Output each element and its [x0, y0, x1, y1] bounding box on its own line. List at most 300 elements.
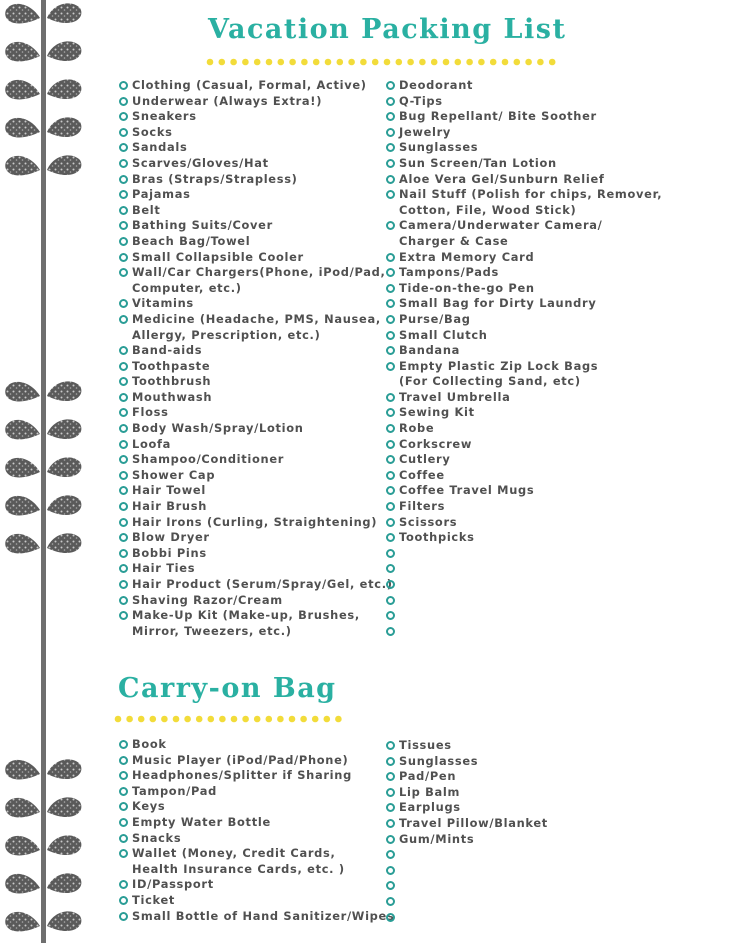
divider-dot	[525, 59, 532, 66]
checklist-item[interactable]	[386, 832, 548, 848]
checklist-item[interactable]	[386, 769, 548, 785]
checklist-item-label: Sunglasses	[399, 753, 479, 768]
circle-outline-icon[interactable]	[386, 850, 395, 859]
circle-outline-icon[interactable]	[386, 424, 395, 433]
leaf-icon	[47, 835, 81, 855]
checklist-item-label: Robe	[399, 421, 435, 436]
checklist-item[interactable]	[119, 737, 394, 753]
checklist-item[interactable]	[119, 156, 393, 172]
checklist-item-label: Socks	[132, 124, 173, 139]
leaf-icon	[47, 381, 81, 401]
checklist-item[interactable]	[386, 483, 662, 499]
circle-outline-icon[interactable]	[386, 549, 395, 558]
circle-outline-icon[interactable]	[119, 564, 128, 573]
checklist-item[interactable]	[386, 910, 548, 926]
checklist-item-label: Body Wash/Spray/Lotion	[132, 421, 304, 436]
checklist-item-label: Snacks	[132, 830, 182, 845]
circle-outline-icon[interactable]	[119, 596, 128, 605]
checklist-item[interactable]	[119, 140, 393, 156]
leaf-icon	[5, 912, 40, 932]
checklist-item[interactable]	[119, 296, 393, 312]
checklist-item-label: Blow Dryer	[132, 530, 210, 545]
checklist-item[interactable]	[386, 140, 662, 156]
circle-outline-icon[interactable]	[119, 834, 128, 843]
checklist-item[interactable]	[119, 468, 393, 484]
circle-outline-icon[interactable]	[119, 315, 128, 324]
leaf-icon	[5, 4, 40, 24]
checklist-item[interactable]	[119, 437, 393, 453]
circle-outline-icon[interactable]	[386, 315, 395, 324]
circle-outline-icon[interactable]	[119, 740, 128, 749]
checklist-item[interactable]	[119, 374, 393, 390]
checklist-item[interactable]	[119, 799, 394, 815]
checklist-item[interactable]	[119, 452, 393, 468]
circle-outline-icon[interactable]	[119, 128, 128, 137]
checklist-item[interactable]	[119, 753, 394, 769]
circle-outline-icon[interactable]	[386, 835, 395, 844]
checklist-item[interactable]	[119, 877, 394, 893]
circle-outline-icon[interactable]	[386, 455, 395, 464]
checklist-item[interactable]	[386, 125, 662, 141]
circle-outline-icon[interactable]	[119, 486, 128, 495]
circle-outline-icon[interactable]	[119, 912, 128, 921]
checklist-item-label: Toothpaste	[132, 358, 211, 373]
checklist-item[interactable]	[386, 343, 662, 359]
divider-dot	[335, 716, 342, 723]
checklist-item[interactable]	[386, 109, 662, 125]
leaf-icon	[47, 873, 81, 893]
circle-outline-icon[interactable]	[119, 471, 128, 480]
checklist-item[interactable]	[119, 312, 393, 343]
divider-dot	[242, 59, 249, 66]
circle-outline-icon[interactable]	[386, 596, 395, 605]
circle-outline-icon[interactable]	[386, 564, 395, 573]
circle-outline-icon[interactable]	[386, 299, 395, 308]
leaf-icon	[47, 797, 81, 817]
circle-outline-icon[interactable]	[386, 408, 395, 417]
circle-outline-icon[interactable]	[386, 159, 395, 168]
divider-dot	[150, 716, 157, 723]
checklist-item-label: Beach Bag/Towel	[132, 233, 251, 248]
circle-outline-icon[interactable]	[119, 849, 128, 858]
circle-outline-icon[interactable]	[119, 408, 128, 417]
divider-dot	[173, 716, 180, 723]
circle-outline-icon[interactable]	[386, 81, 395, 90]
checklist-item-label: Hair Irons (Curling, Straightening)	[132, 514, 378, 529]
circle-outline-icon[interactable]	[119, 253, 128, 262]
divider-dot	[396, 59, 403, 66]
checklist-item[interactable]	[119, 172, 393, 188]
divider-dot	[184, 716, 191, 723]
carry-on-dot-divider	[114, 714, 346, 724]
checklist-item[interactable]	[119, 846, 394, 877]
circle-outline-icon[interactable]	[386, 268, 395, 277]
checklist-item[interactable]	[119, 577, 393, 593]
checklist-item-label: Music Player (iPod/Pad/Phone)	[132, 752, 349, 767]
circle-outline-icon[interactable]	[119, 802, 128, 811]
checklist-item[interactable]	[386, 608, 662, 624]
divider-dot	[407, 59, 414, 66]
checklist-item[interactable]	[386, 296, 662, 312]
checklist-item-label: Deodorant	[399, 78, 474, 92]
checklist-item-label: Aloe Vera Gel/Sunburn Relief	[399, 171, 605, 186]
checklist-item[interactable]	[119, 893, 394, 909]
checklist-item[interactable]	[386, 265, 662, 281]
checklist-item-label: Sewing Kit	[399, 405, 475, 420]
checklist-item[interactable]	[386, 312, 662, 328]
leaf-icon	[47, 41, 81, 61]
circle-outline-icon[interactable]	[119, 393, 128, 402]
checklist-item-label: Pajamas	[132, 187, 191, 202]
circle-outline-icon[interactable]	[119, 237, 128, 246]
checklist-item-label: Lip Balm	[399, 784, 461, 799]
circle-outline-icon[interactable]	[386, 346, 395, 355]
circle-outline-icon[interactable]	[119, 159, 128, 168]
divider-dot	[266, 59, 273, 66]
circle-outline-icon[interactable]	[386, 913, 395, 922]
leaf-icon	[5, 496, 40, 516]
packing-list-right	[386, 78, 662, 639]
circle-outline-icon[interactable]	[386, 741, 395, 750]
divider-dot	[254, 59, 261, 66]
circle-outline-icon[interactable]	[386, 757, 395, 766]
checklist-item-label: Purse/Bag	[399, 311, 471, 326]
checklist-item-label: Ticket	[132, 892, 176, 907]
divider-dot	[161, 716, 168, 723]
checklist-item[interactable]	[386, 878, 548, 894]
checklist-item-label: Corkscrew	[399, 436, 473, 451]
checklist-item[interactable]	[386, 738, 548, 754]
checklist-item[interactable]	[386, 78, 662, 94]
circle-outline-icon[interactable]	[119, 787, 128, 796]
checklist-item[interactable]	[119, 405, 393, 421]
circle-outline-icon[interactable]	[119, 97, 128, 106]
checklist-item[interactable]	[386, 218, 662, 249]
circle-outline-icon[interactable]	[386, 897, 395, 906]
leaf-icon	[47, 911, 81, 931]
checklist-item-label: Camera/Underwater Camera/ Charger & Case	[399, 218, 603, 248]
checklist-item-label: Mouthwash	[132, 389, 213, 404]
circle-outline-icon[interactable]	[386, 362, 395, 371]
divider-dot	[490, 59, 497, 66]
circle-outline-icon[interactable]	[386, 331, 395, 340]
circle-outline-icon[interactable]	[386, 471, 395, 480]
checklist-item-label: Small Clutch	[399, 327, 488, 342]
checklist-item-label: Scarves/Gloves/Hat	[132, 155, 269, 170]
checklist-item-label: Pad/Pen	[399, 769, 457, 784]
checklist-item[interactable]	[386, 847, 548, 863]
checklist-item[interactable]	[386, 754, 548, 770]
circle-outline-icon[interactable]	[386, 803, 395, 812]
circle-outline-icon[interactable]	[386, 221, 395, 230]
divider-dot	[266, 716, 273, 723]
checklist-item[interactable]	[119, 125, 393, 141]
circle-outline-icon[interactable]	[386, 627, 395, 636]
circle-outline-icon[interactable]	[386, 175, 395, 184]
checklist-item[interactable]	[119, 483, 393, 499]
circle-outline-icon[interactable]	[119, 580, 128, 589]
circle-outline-icon[interactable]	[386, 440, 395, 449]
circle-outline-icon[interactable]	[119, 268, 128, 277]
checklist-item[interactable]	[119, 421, 393, 437]
checklist-item[interactable]	[119, 768, 394, 784]
circle-outline-icon[interactable]	[119, 818, 128, 827]
circle-outline-icon[interactable]	[386, 533, 395, 542]
checklist-item-label: Earplugs	[399, 800, 461, 815]
checklist-item-label: Make-Up Kit (Make-up, Brushes, Mirror, Tweezers, etc.)	[132, 608, 360, 638]
leaf-icon	[47, 457, 81, 477]
circle-outline-icon[interactable]	[119, 455, 128, 464]
divider-dot	[115, 716, 122, 723]
divider-dot	[455, 59, 462, 66]
divider-dot	[254, 716, 261, 723]
checklist-item[interactable]	[386, 437, 662, 453]
circle-outline-icon[interactable]	[119, 880, 128, 889]
checklist-item[interactable]	[386, 405, 662, 421]
divider-dot	[443, 59, 450, 66]
checklist-item[interactable]	[119, 78, 393, 94]
checklist-item[interactable]	[386, 328, 662, 344]
leaf-icon	[5, 836, 40, 856]
checklist-item[interactable]	[119, 546, 393, 562]
circle-outline-icon[interactable]	[119, 440, 128, 449]
circle-outline-icon[interactable]	[119, 81, 128, 90]
circle-outline-icon[interactable]	[386, 788, 395, 797]
checklist-item-label: Cutlery	[399, 452, 451, 467]
circle-outline-icon[interactable]	[119, 299, 128, 308]
leaf-icon	[5, 874, 40, 894]
checklist-item[interactable]	[386, 250, 662, 266]
checklist-item[interactable]	[119, 530, 393, 546]
checklist-item-label: Toothbrush	[132, 374, 212, 389]
checklist-item-label: Book	[132, 737, 167, 751]
checklist-item-label: Underwear (Always Extra!)	[132, 93, 323, 108]
checklist-item[interactable]	[119, 250, 393, 266]
checklist-item[interactable]	[119, 265, 393, 296]
checklist-item[interactable]	[386, 561, 662, 577]
checklist-item-label: Band-aids	[132, 343, 203, 358]
checklist-item[interactable]	[119, 187, 393, 203]
checklist-item-label: Toothpicks	[399, 530, 475, 545]
checklist-item-label: Travel Pillow/Blanket	[399, 815, 548, 830]
circle-outline-icon[interactable]	[386, 502, 395, 511]
circle-outline-icon[interactable]	[386, 393, 395, 402]
divider-dot	[384, 59, 391, 66]
divider-dot	[231, 716, 238, 723]
divider-dot	[325, 59, 332, 66]
circle-outline-icon[interactable]	[119, 206, 128, 215]
checklist-item[interactable]	[386, 172, 662, 188]
checklist-item[interactable]	[386, 515, 662, 531]
circle-outline-icon[interactable]	[119, 771, 128, 780]
circle-outline-icon[interactable]	[119, 424, 128, 433]
circle-outline-icon[interactable]	[386, 97, 395, 106]
checklist-item-label: Bug Repellant/ Bite Soother	[399, 109, 597, 124]
checklist-item[interactable]	[119, 831, 394, 847]
circle-outline-icon[interactable]	[386, 772, 395, 781]
checklist-item[interactable]	[119, 343, 393, 359]
circle-outline-icon[interactable]	[386, 190, 395, 199]
leaf-icon	[5, 382, 40, 402]
divider-dot	[289, 716, 296, 723]
circle-outline-icon[interactable]	[119, 112, 128, 121]
checklist-item-label: Bobbi Pins	[132, 545, 207, 560]
checklist-item[interactable]	[386, 390, 662, 406]
circle-outline-icon[interactable]	[119, 221, 128, 230]
checklist-item-label: Vitamins	[132, 296, 194, 311]
checklist-item-label: Hair Product (Serum/Spray/Gel, etc.)	[132, 577, 393, 591]
checklist-item[interactable]	[386, 499, 662, 515]
checklist-item[interactable]	[386, 546, 662, 562]
divider-dot	[549, 59, 556, 66]
checklist-item[interactable]	[386, 359, 662, 390]
checklist-item[interactable]	[386, 421, 662, 437]
checklist-item[interactable]	[119, 561, 393, 577]
checklist-item[interactable]	[386, 156, 662, 172]
divider-dot	[196, 716, 203, 723]
checklist-item[interactable]	[386, 624, 662, 640]
checklist-item-label: ID/Passport	[132, 877, 214, 892]
divider-dot	[348, 59, 355, 66]
checklist-item[interactable]	[119, 359, 393, 375]
circle-outline-icon[interactable]	[119, 377, 128, 386]
checklist-item[interactable]	[386, 468, 662, 484]
checklist-item-label: Filters	[399, 499, 446, 514]
checklist-item-label: Coffee	[399, 467, 445, 482]
divider-dot	[301, 59, 308, 66]
circle-outline-icon[interactable]	[119, 518, 128, 527]
checklist-item[interactable]	[119, 515, 393, 531]
checklist-item[interactable]	[119, 593, 393, 609]
circle-outline-icon[interactable]	[386, 143, 395, 152]
leaf-icon	[47, 117, 81, 137]
circle-outline-icon[interactable]	[386, 486, 395, 495]
checklist-item-label: Wall/Car Chargers(Phone, iPod/Pad, Computer, etc.)	[132, 265, 386, 295]
checklist-item-label: Headphones/Splitter if Sharing	[132, 768, 352, 783]
leaf-icon	[47, 419, 81, 439]
divider-dot	[207, 59, 214, 66]
circle-outline-icon[interactable]	[386, 128, 395, 137]
divider-dot	[466, 59, 473, 66]
checklist-item[interactable]	[119, 909, 394, 925]
divider-dot	[431, 59, 438, 66]
checklist-item[interactable]	[386, 816, 548, 832]
checklist-item[interactable]	[119, 234, 393, 250]
checklist-item[interactable]	[386, 94, 662, 110]
circle-outline-icon[interactable]	[386, 611, 395, 620]
circle-outline-icon[interactable]	[119, 756, 128, 765]
checklist-item-label: Tampons/Pads	[399, 265, 499, 280]
checklist-item-label: Sunglasses	[399, 140, 479, 155]
checklist-item[interactable]	[386, 530, 662, 546]
circle-outline-icon[interactable]	[119, 502, 128, 511]
circle-outline-icon[interactable]	[119, 346, 128, 355]
checklist-item-label: Bathing Suits/Cover	[132, 218, 273, 233]
checklist-item[interactable]	[119, 499, 393, 515]
checklist-item[interactable]	[119, 608, 393, 639]
leaf-icon	[5, 80, 40, 100]
checklist-item[interactable]	[386, 785, 548, 801]
circle-outline-icon[interactable]	[119, 611, 128, 620]
leaf-icon	[5, 156, 40, 176]
checklist-item-label: Floss	[132, 405, 169, 420]
checklist-item[interactable]	[119, 94, 393, 110]
circle-outline-icon[interactable]	[119, 190, 128, 199]
leaf-icon	[5, 420, 40, 440]
circle-outline-icon[interactable]	[386, 819, 395, 828]
circle-outline-icon[interactable]	[119, 533, 128, 542]
divider-dot	[230, 59, 237, 66]
checklist-item[interactable]	[119, 390, 393, 406]
leaf-icon	[47, 495, 81, 515]
checklist-item[interactable]	[119, 784, 394, 800]
leaf-icon	[5, 760, 40, 780]
checklist-item-label: Clothing (Casual, Formal, Active)	[132, 78, 367, 92]
checklist-item-label: Coffee Travel Mugs	[399, 483, 535, 498]
circle-outline-icon[interactable]	[119, 896, 128, 905]
checklist-item[interactable]	[386, 577, 662, 593]
checklist-item-label: Medicine (Headache, PMS, Nausea, Allergy, Prescription, etc.)	[132, 311, 381, 342]
leaf-icon	[47, 79, 81, 99]
circle-outline-icon[interactable]	[386, 518, 395, 527]
divider-dot	[208, 716, 215, 723]
leaf-icon	[47, 533, 81, 553]
circle-outline-icon[interactable]	[386, 866, 395, 875]
checklist-item-label: Tampon/Pad	[132, 783, 217, 798]
circle-outline-icon[interactable]	[386, 253, 395, 262]
leaf-icon	[47, 3, 81, 23]
checklist-item-label: Bras (Straps/Strapless)	[132, 171, 298, 186]
checklist-item[interactable]	[386, 452, 662, 468]
divider-dot	[360, 59, 367, 66]
checklist-item-label: Hair Ties	[132, 561, 196, 576]
carry-on-list-right	[386, 738, 548, 925]
checklist-item[interactable]	[386, 894, 548, 910]
circle-outline-icon[interactable]	[119, 175, 128, 184]
checklist-item-label: Q-Tips	[399, 93, 443, 108]
leaf-icon	[5, 118, 40, 138]
circle-outline-icon[interactable]	[386, 112, 395, 121]
checklist-item[interactable]	[119, 203, 393, 219]
divider-dot	[219, 59, 226, 66]
circle-outline-icon[interactable]	[386, 580, 395, 589]
checklist-item-label: Tide-on-the-go Pen	[399, 280, 535, 295]
checklist-item[interactable]	[386, 593, 662, 609]
checklist-item-label: Gum/Mints	[399, 831, 475, 846]
leaf-icon	[47, 155, 81, 175]
divider-dot	[514, 59, 521, 66]
leaf-icon	[5, 798, 40, 818]
checklist-item-label: Sun Screen/Tan Lotion	[399, 155, 557, 170]
checklist-item-label: Small Bag for Dirty Laundry	[399, 296, 597, 311]
circle-outline-icon[interactable]	[386, 881, 395, 890]
checklist-item-label: Empty Plastic Zip Lock Bags (For Collecting Sand, etc)	[399, 358, 599, 389]
checklist-item[interactable]	[386, 281, 662, 297]
checklist-item[interactable]	[119, 218, 393, 234]
checklist-item-label: Extra Memory Card	[399, 249, 535, 264]
checklist-item[interactable]	[386, 187, 662, 218]
circle-outline-icon[interactable]	[119, 362, 128, 371]
checklist-item[interactable]	[119, 815, 394, 831]
checklist-item[interactable]	[119, 109, 393, 125]
divider-dot	[277, 716, 284, 723]
checklist-item[interactable]	[386, 863, 548, 879]
divider-dot	[478, 59, 485, 66]
circle-outline-icon[interactable]	[119, 143, 128, 152]
checklist-item[interactable]	[386, 800, 548, 816]
circle-outline-icon[interactable]	[119, 549, 128, 558]
circle-outline-icon[interactable]	[386, 284, 395, 293]
